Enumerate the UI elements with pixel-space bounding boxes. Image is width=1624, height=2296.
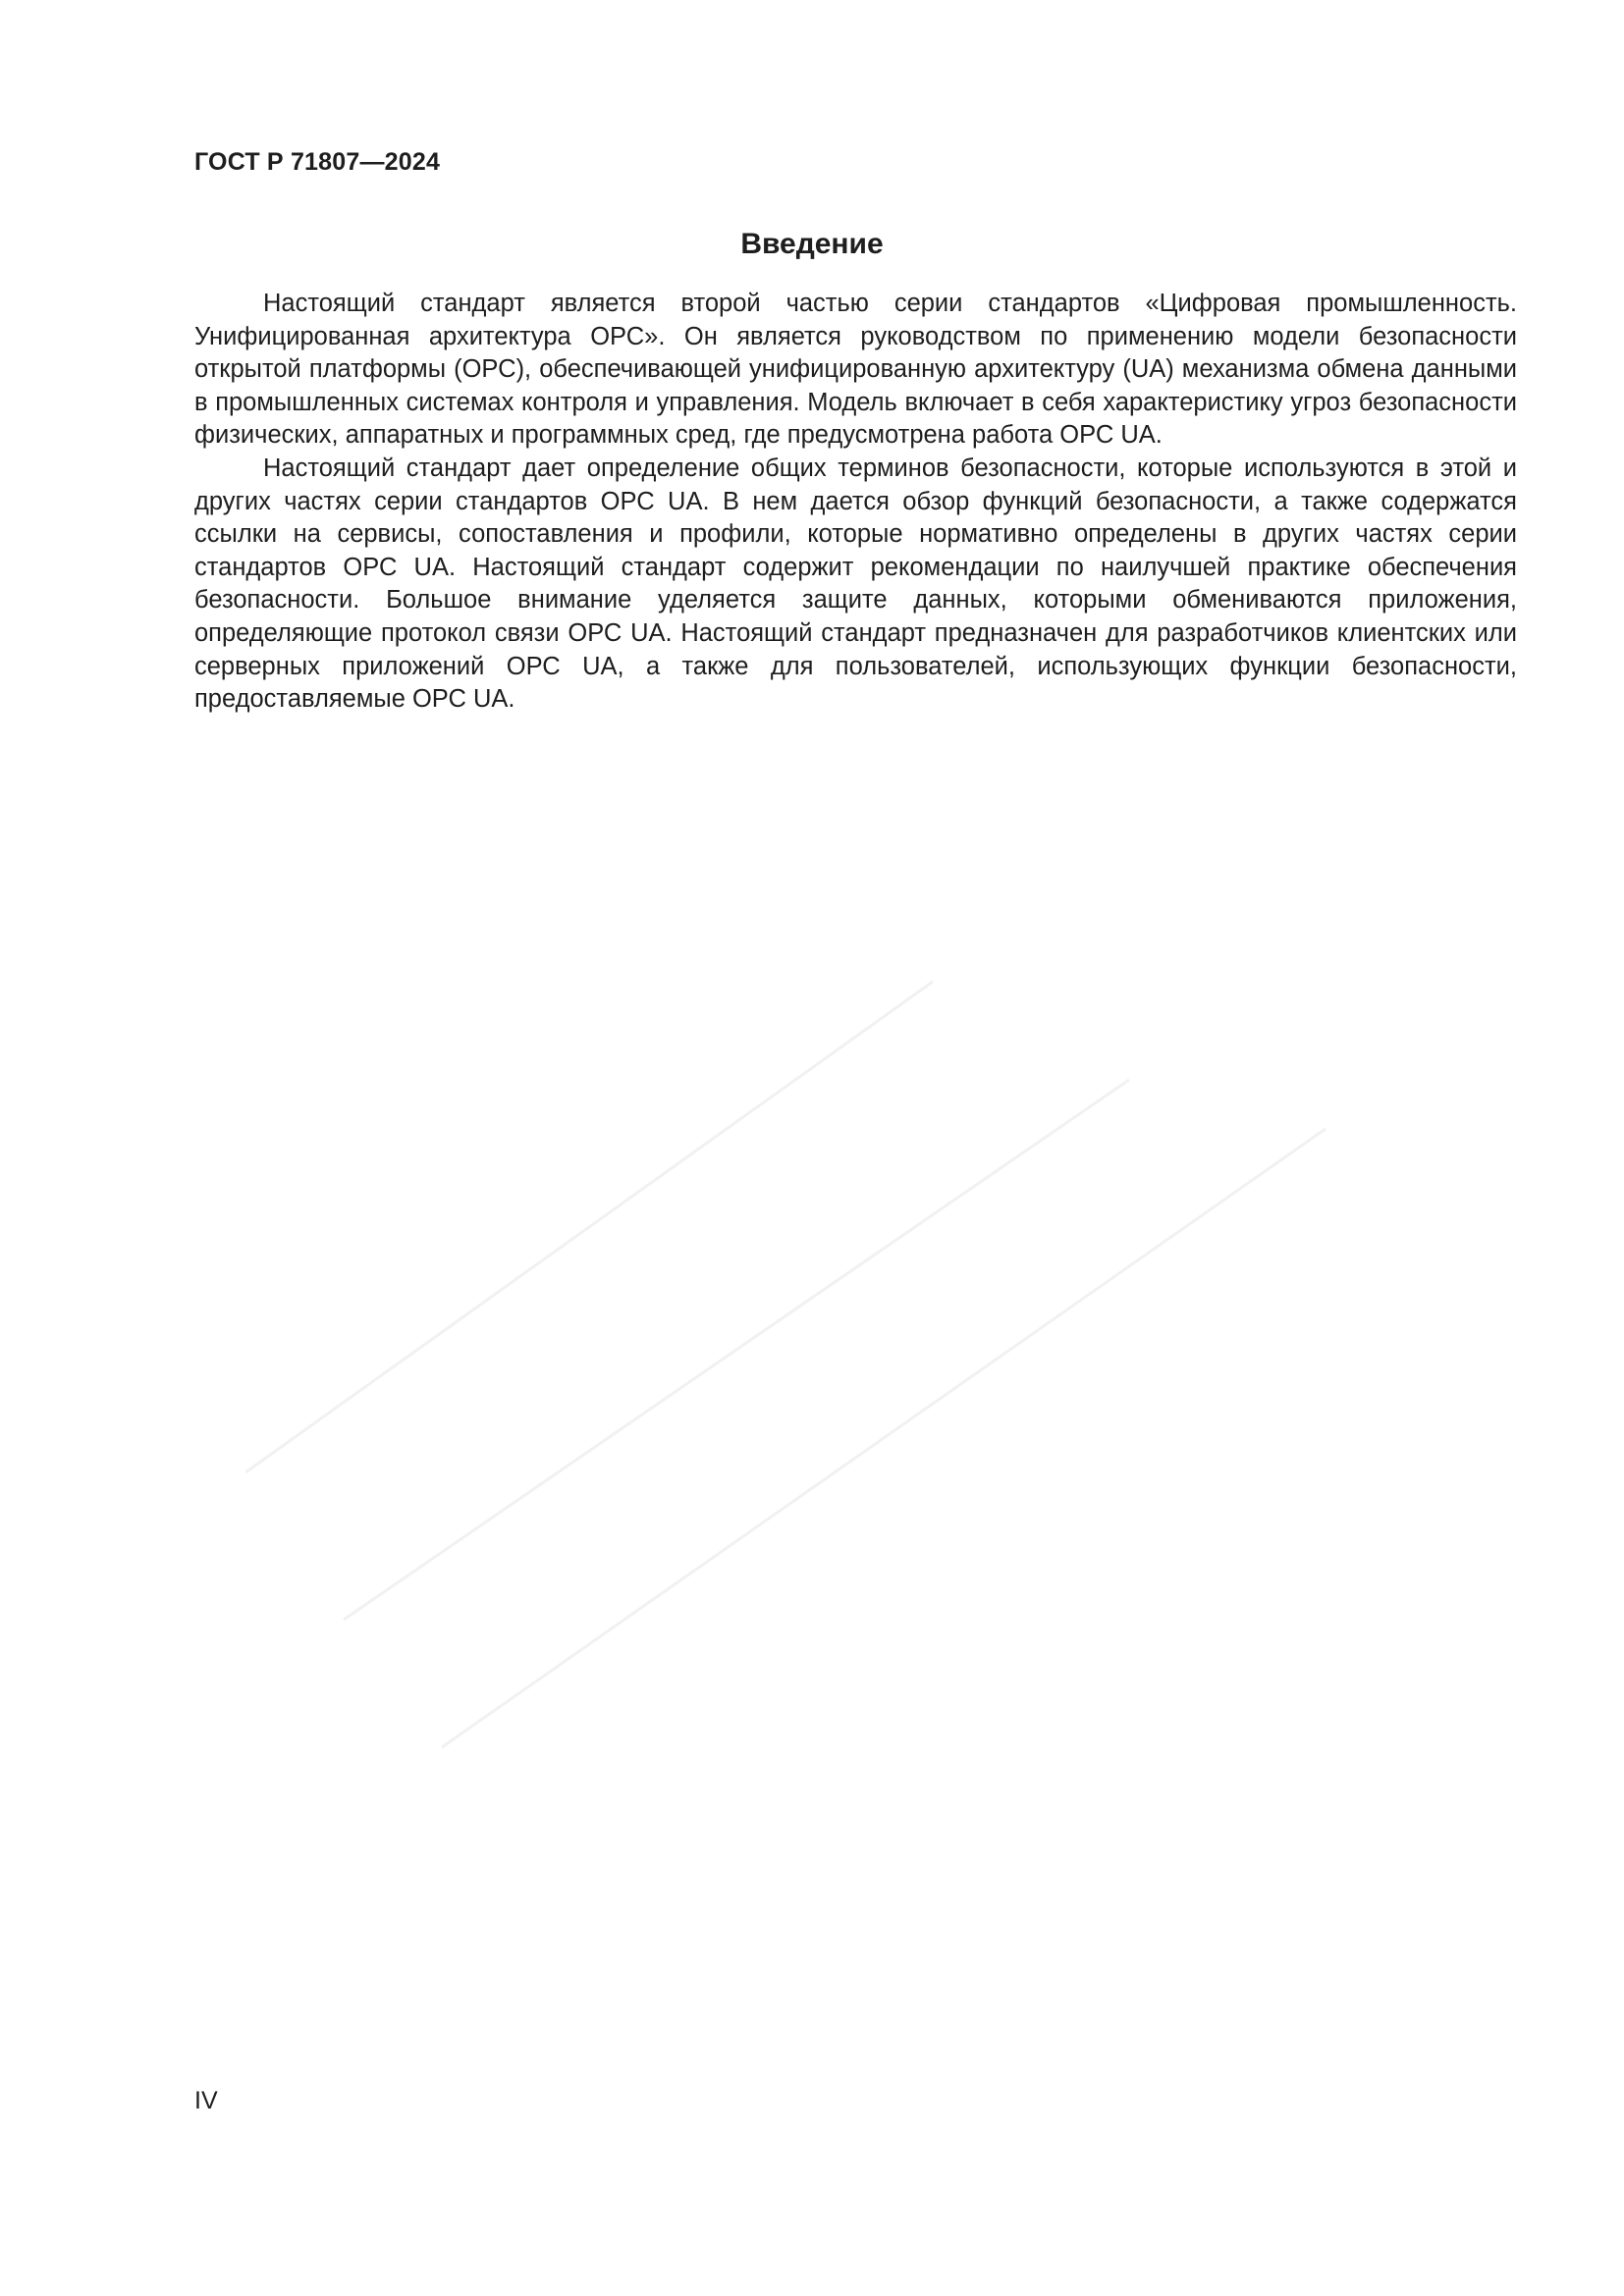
faint-watermark-pattern xyxy=(245,883,1375,1767)
section-title: Введение xyxy=(740,228,884,260)
page-number: IV xyxy=(194,2087,218,2114)
document-header: ГОСТ Р 71807—2024 xyxy=(194,148,441,176)
paragraph-2: Настоящий стандарт дает определение общих терминов безопасности, которые используются в этой и других частях серии стандартов ОРС UA. В нем дается обзор функций безопасности, а также содержатся ссылки на сервисы, сопоставления и профили, которые нормативно определены в других частях серии стандартов ОРС UA. Настоящий стандарт содержит рекомендации по наилучшей практике обеспечения безопасности. Большое внимание уделяется защите данных, которыми обмениваются приложения, определяющие протокол связи ОРС UA. Настоящий стандарт предназначен для разработчиков клиентских или серверных приложений ОРС UA, а также для пользователей, использующих функции безопасности, предоставляемые ОРС UA. xyxy=(194,454,1517,714)
body-text xyxy=(194,288,1517,717)
paragraph-1: Настоящий стандарт является второй частью серии стандартов «Цифровая промышленность. Унифицированная архитектура ОРС». Он является руководством по применению модели безопасности открытой платформы (ОРС), обеспечивающей унифицированную архитектуру (UA) механизма обмена данными в промышленных системах контроля и управления. Модель включает в себя характеристику угроз безопасности физических, аппаратных и программных сред, где предусмотрена работа ОРС UA. xyxy=(194,290,1517,450)
